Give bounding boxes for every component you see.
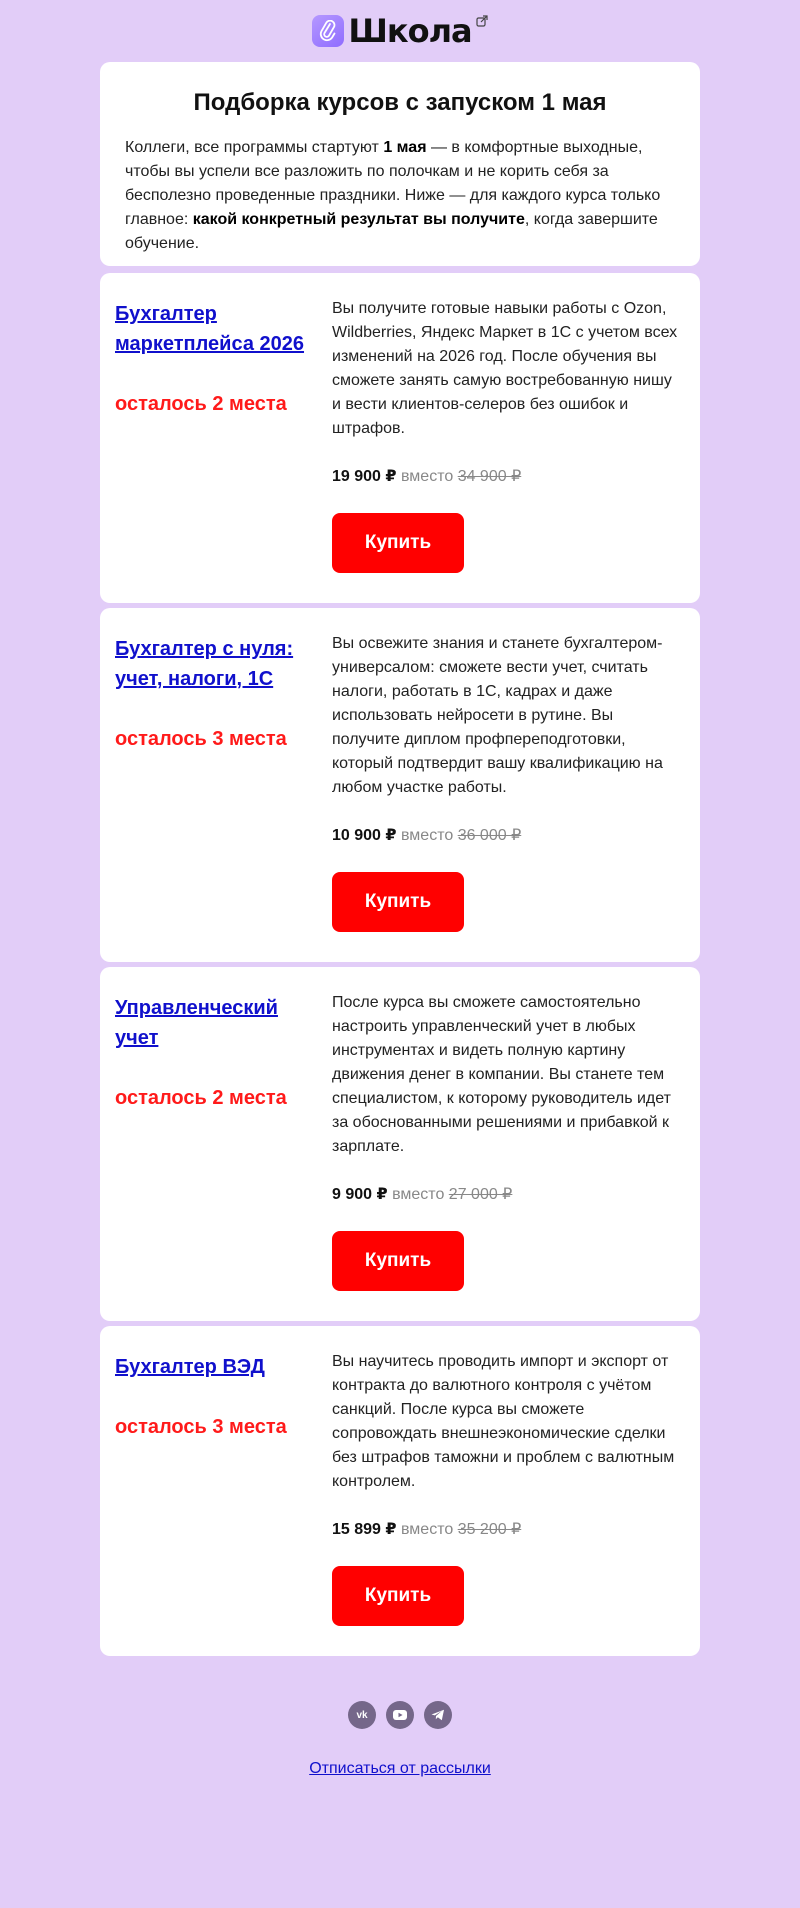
course-card [100, 1326, 700, 1656]
course-description: Вы научитесь проводить импорт и экспорт от контракта до валютного контроля с учётом санкций. После курса вы сможете сопровождать внешнеэкономические сделки без штрафов таможни и проблем с валютным контролем. [332, 1353, 675, 1490]
old-price: 34 900 ₽ [457, 468, 522, 485]
course-description: После курса вы сможете самостоятельно настроить управленческий учет в любых инструментах и видеть полную картину движения денег в компании. Вы станете тем специалистом, к которому руководитель идет за обоснованными решениями и прибавкой к зарплате. [332, 994, 671, 1155]
external-link-icon [476, 14, 488, 32]
buy-button[interactable]: Купить [332, 513, 464, 573]
buy-button[interactable]: Купить [332, 872, 464, 932]
current-price: 10 900 ₽ [332, 827, 397, 844]
course-price [332, 465, 684, 489]
course-description: Вы получите готовые навыки работы с Ozon, Wildberries, Яндекс Маркет в 1С с учетом всех изменений на 2026 год. После обучения вы сможете занять самую востребованную нишу и вести клиентов-селеров без ошибок и штрафов. [332, 300, 678, 437]
intro-text [125, 136, 675, 256]
intro-text-part: Коллеги, все программы стартуют [125, 139, 384, 156]
old-price: 36 000 ₽ [457, 827, 522, 844]
current-price: 19 900 ₽ [332, 468, 397, 485]
current-price: 15 899 ₽ [332, 1521, 397, 1538]
paperclip-icon [312, 15, 344, 47]
course-title-link[interactable]: Бухгалтер с нуля: учет, налоги, 1С [115, 638, 294, 690]
buy-button[interactable]: Купить [332, 1231, 464, 1291]
course-title-link[interactable]: Бухгалтер маркетплейса 2026 [115, 303, 305, 355]
buy-button[interactable]: Купить [332, 1566, 464, 1626]
telegram-icon[interactable] [424, 1701, 452, 1729]
unsubscribe-area [0, 1760, 800, 1778]
course-title-link[interactable]: Бухгалтер ВЭД [115, 1356, 265, 1378]
course-card [100, 608, 700, 962]
old-price: 27 000 ₽ [448, 1186, 513, 1203]
vk-icon-label: vk [356, 1709, 368, 1721]
seats-left: осталось 3 места [115, 1416, 287, 1438]
instead-label: вместо [400, 468, 454, 485]
instead-label: вместо [400, 827, 454, 844]
course-title-link[interactable]: Управленческий учет [115, 997, 278, 1049]
seats-left: осталось 3 места [115, 728, 287, 750]
course-price [332, 1183, 684, 1207]
old-price: 35 200 ₽ [457, 1521, 522, 1538]
course-card [100, 967, 700, 1321]
social-links [0, 1701, 800, 1729]
intro-text-part: , когда завершите обучение. [125, 211, 658, 252]
seats-left: осталось 2 места [115, 393, 287, 415]
vk-icon[interactable] [348, 1701, 376, 1729]
logo-text: Школа [348, 12, 472, 50]
course-price [332, 824, 684, 848]
intro-text-part: — в комфортные выходные, чтобы вы успели все разложить по полочкам и не корить себя за бесполезно проведенные праздники. Ниже — для каждого курса только главное: [125, 139, 661, 228]
intro-card [100, 62, 700, 266]
instead-label: вместо [392, 1186, 445, 1203]
youtube-icon[interactable] [386, 1701, 414, 1729]
course-card [100, 273, 700, 603]
course-price [332, 1518, 684, 1542]
intro-start-date: 1 мая [383, 139, 427, 156]
intro-title: Подборка курсов с запуском 1 мая [193, 89, 607, 116]
current-price: 9 900 ₽ [332, 1186, 388, 1203]
seats-left: осталось 2 места [115, 1087, 287, 1109]
unsubscribe-link[interactable]: Отписаться от рассылки [309, 1760, 491, 1777]
course-description: Вы освежите знания и станете бухгалтером-универсалом: сможете вести учет, считать налоги, работать в 1С, кадрах и даже использовать нейросети в рутине. Вы получите диплом профпереподготовки, который подтвердит вашу квалификацию на любом участке работы. [332, 635, 663, 796]
intro-result-highlight: какой конкретный результат вы получите [192, 211, 525, 228]
instead-label: вместо [400, 1521, 454, 1538]
header-logo[interactable] [0, 14, 800, 48]
